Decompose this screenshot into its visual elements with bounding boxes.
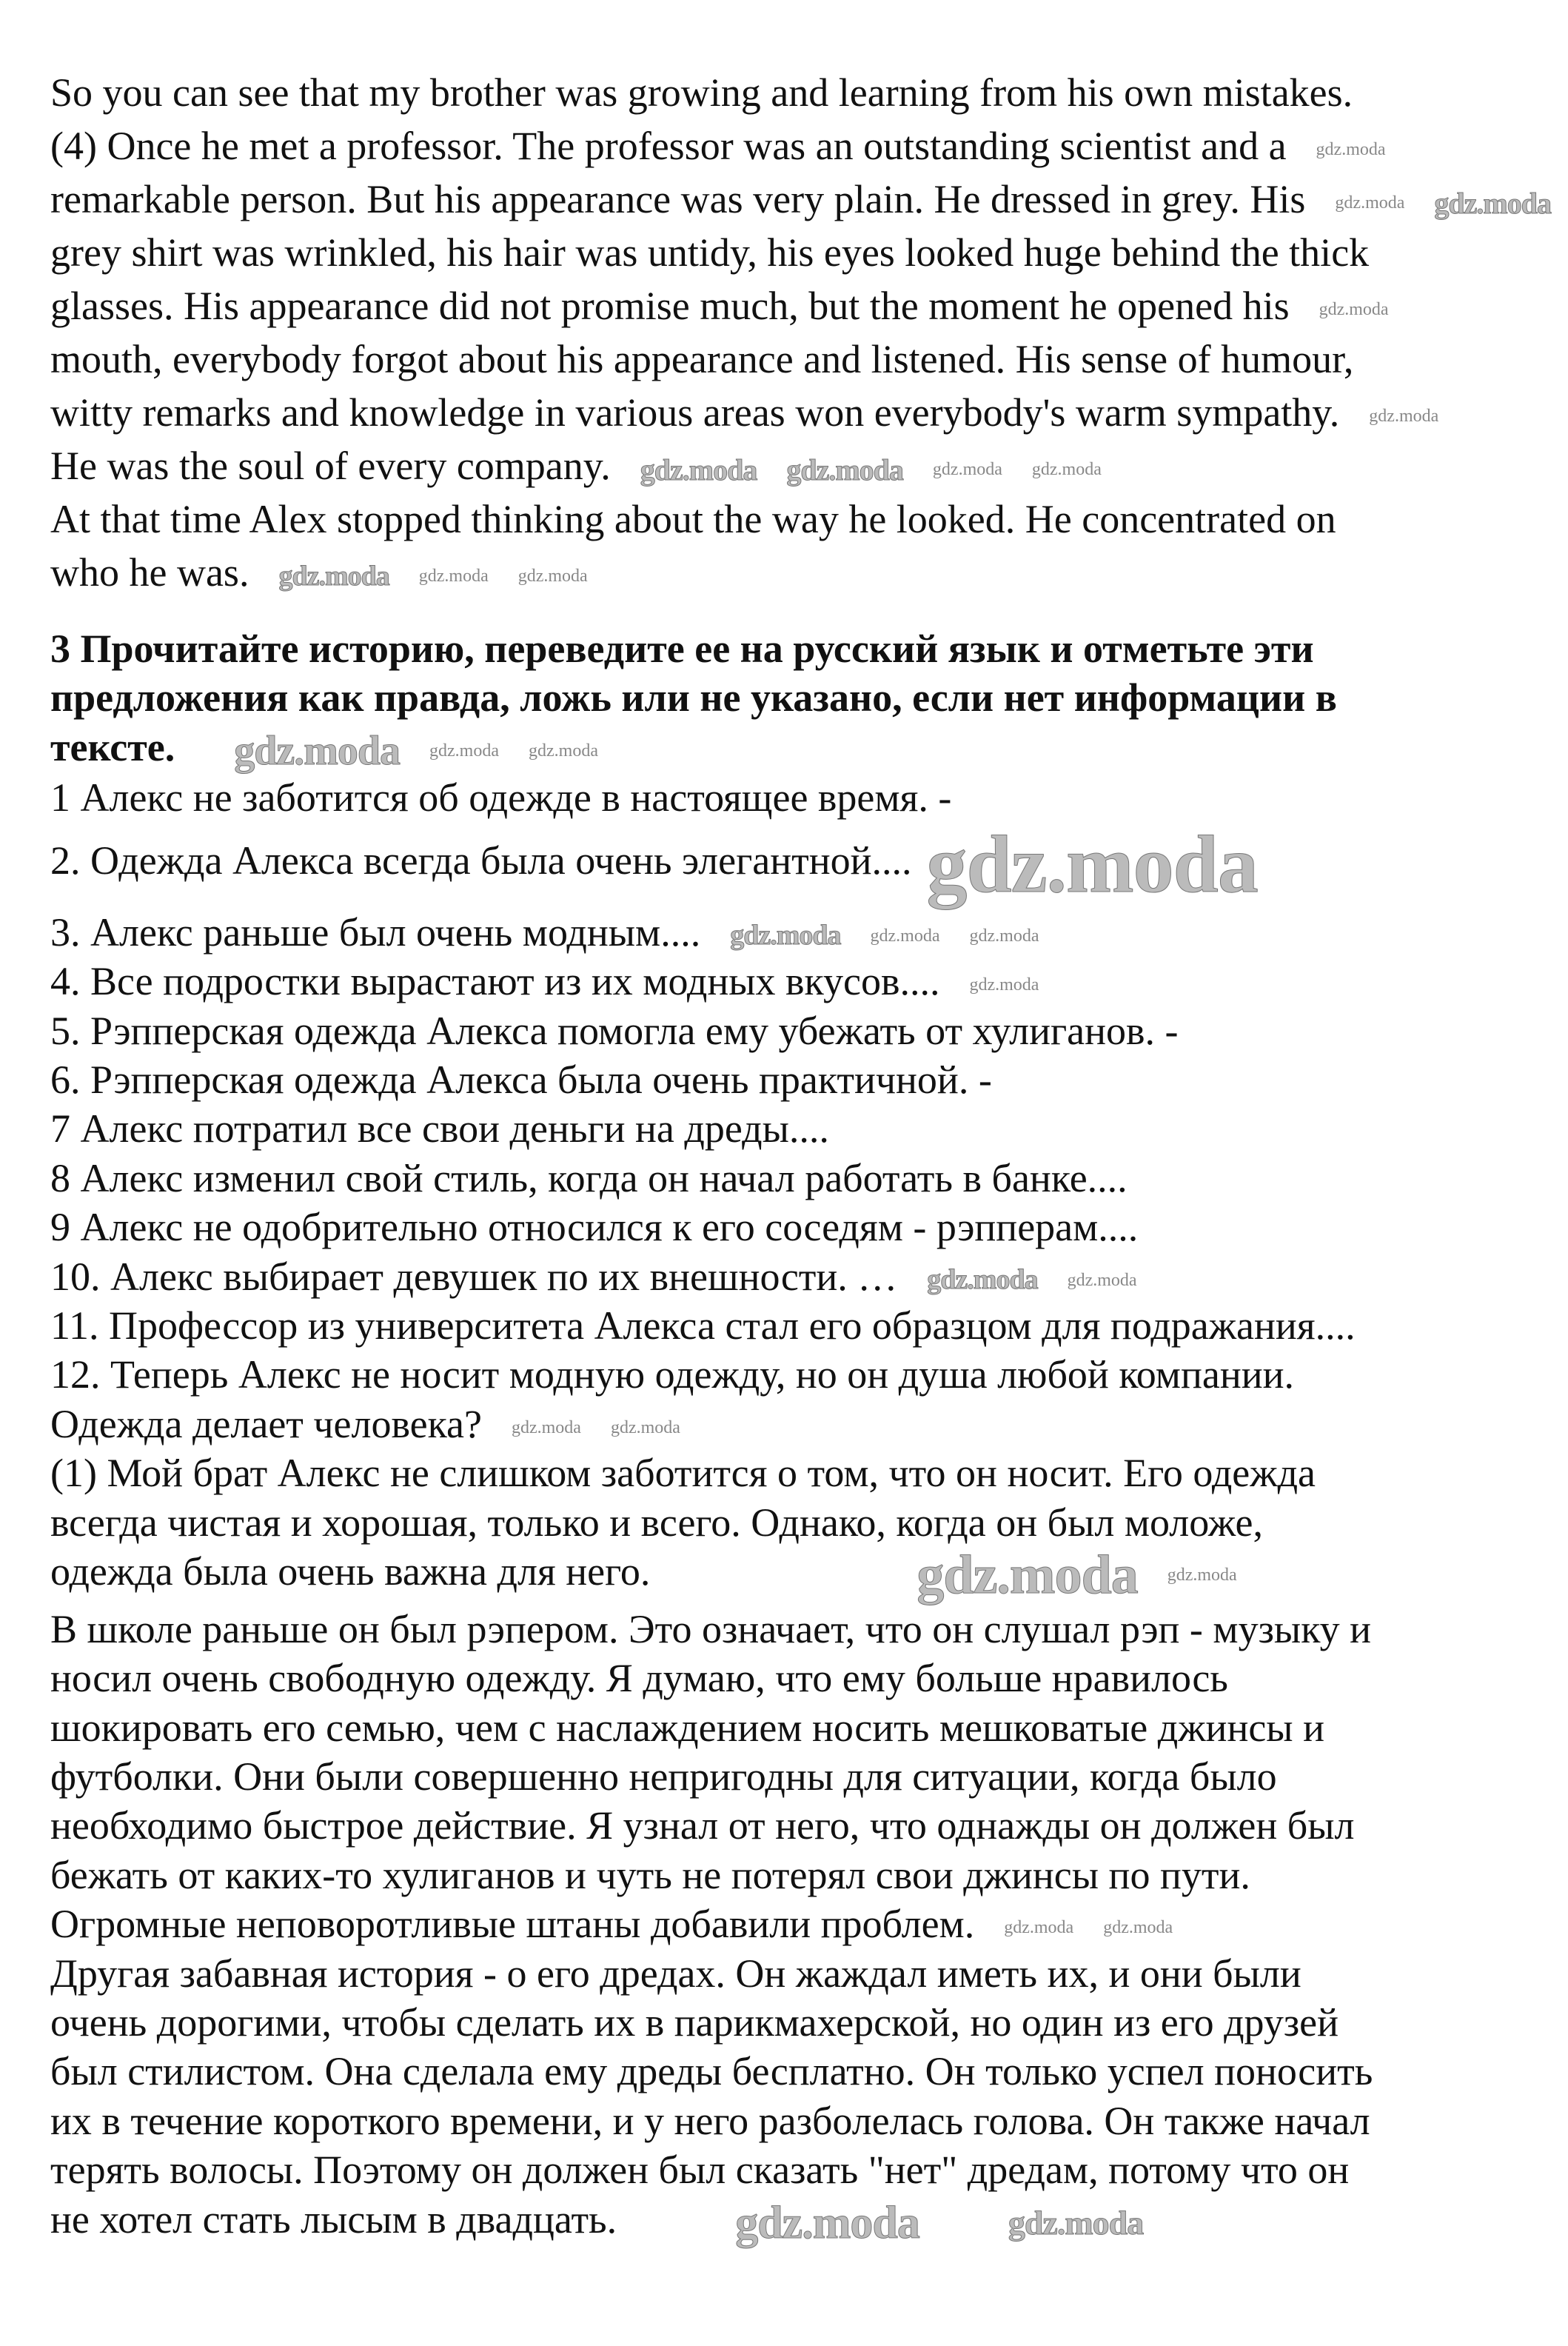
line-text: (1) Мой брат Алекс не слишком заботится о том, что он носит. Его одежда	[50, 1451, 1316, 1496]
watermark: gdz.moda	[969, 975, 1039, 995]
text-line	[50, 2195, 1373, 2248]
translation-title	[50, 1400, 1373, 1448]
statement	[50, 908, 1373, 957]
watermark: gdz.moda	[529, 741, 598, 761]
text-line	[50, 1998, 1373, 2047]
heading-text: тексте.	[50, 724, 175, 769]
line-text: glasses. His appearance did not promise much, but the moment he opened his	[50, 284, 1290, 328]
watermark: gdz.moda	[1008, 2204, 1144, 2242]
watermark: gdz.moda	[1335, 193, 1405, 213]
statement	[50, 1350, 1373, 1399]
statement	[50, 1252, 1373, 1301]
line-text: футболки. Они были совершенно непригодны для ситуации, когда было	[50, 1754, 1277, 1799]
watermark: gdz.moda	[1316, 140, 1386, 160]
line-text: бежать от каких-то хулиганов и чуть не потерял свои джинсы по пути.	[50, 1852, 1250, 1897]
watermark: gdz.moda	[932, 460, 1002, 480]
statement	[50, 1006, 1373, 1055]
line-text: Огромные неповоротливые штаны добавили проблем.	[50, 1902, 975, 1947]
text-line	[50, 1448, 1373, 1497]
heading-text: предложения как правда, ложь или не указано, если нет информации в	[50, 675, 1337, 721]
text-line	[50, 1547, 1373, 1605]
line-text: Другая забавная история - о его дредах. Он жаждал иметь их, и они были	[50, 1951, 1301, 1996]
line-text: В школе раньше он был рэпером. Это означает, что он слушал рэп - музыку и	[50, 1606, 1372, 1651]
text-line	[50, 546, 1551, 599]
watermark: gdz.moda	[1319, 300, 1389, 320]
line-text: необходимо быстрое действие. Я узнал от него, что однажды он должен был	[50, 1803, 1355, 1848]
text-line	[50, 332, 1551, 386]
line-text: He was the soul of every company.	[50, 444, 611, 488]
watermark: gdz.moda	[1434, 186, 1551, 220]
text-line	[50, 386, 1551, 439]
line-text: очень дорогими, чтобы сделать их в парикмахерской, но один из его друзей	[50, 1999, 1339, 2045]
text-line	[50, 1498, 1373, 1547]
watermark: gdz.moda	[610, 1417, 680, 1437]
line-text: remarkable person. But his appearance was very plain. He dressed in grey. His	[50, 177, 1306, 221]
text-line	[50, 2047, 1373, 2096]
statement-text: 10. Алекс выбирает девушек по их внешности. …	[50, 1254, 898, 1299]
statement-text: 12. Теперь Алекс не носит модную одежду, но он душа любой компании.	[50, 1352, 1295, 1397]
statement-text: 8 Алекс изменил свой стиль, когда он начал работать в банке....	[50, 1155, 1128, 1200]
task-heading	[50, 624, 1373, 673]
text-line	[50, 1949, 1373, 1998]
task-heading	[50, 673, 1373, 722]
watermark: gdz.moda	[917, 1545, 1138, 1605]
line-text: (4) Once he met a professor. The professor was an outstanding scientist and a	[50, 124, 1287, 168]
text-line	[50, 1899, 1373, 1948]
line-text: носил очень свободную одежду. Я думаю, что ему больше нравилось	[50, 1656, 1228, 1701]
text-line	[50, 492, 1551, 546]
statement-text: 9 Алекс не одобрительно относился к его соседям - рэпперам....	[50, 1205, 1139, 1250]
statement-text: 1 Алекс не заботится об одежде в настоящее время. -	[50, 775, 952, 820]
watermark: gdz.moda	[786, 452, 903, 487]
task-section	[50, 624, 1373, 2248]
line-text: был стилистом. Она сделала ему дреды бесплатно. Он только успел поносить	[50, 2049, 1373, 2094]
statement-text: 5. Рэпперская одежда Алекса помогла ему убежать от хулиганов. -	[50, 1008, 1179, 1053]
statement-text: 4. Все подростки вырастают из их модных вкусов....	[50, 959, 940, 1004]
line-text: всегда чистая и хорошая, только и всего. Однако, когда он был моложе,	[50, 1500, 1263, 1545]
line-text: mouth, everybody forgot about his appearance and listened. His sense of humour,	[50, 337, 1354, 381]
text-line	[50, 1752, 1373, 1801]
text-line	[50, 1654, 1373, 1702]
text-line	[50, 66, 1551, 119]
watermark: gdz.moda	[969, 926, 1039, 946]
watermark: gdz.moda	[926, 819, 1258, 910]
statement	[50, 1154, 1373, 1203]
watermark: gdz.moda	[234, 728, 401, 775]
watermark: gdz.moda	[870, 926, 940, 946]
watermark: gdz.moda	[1004, 1918, 1074, 1938]
task-heading	[50, 723, 1373, 773]
text-line	[50, 1703, 1373, 1752]
statement	[50, 1055, 1373, 1104]
heading-text: 3 Прочитайте историю, переведите ее на русский язык и отметьте эти	[50, 626, 1314, 671]
watermark: gdz.moda	[418, 567, 489, 586]
watermark: gdz.moda	[640, 452, 757, 487]
text-line	[50, 279, 1551, 332]
watermark: gdz.moda	[1031, 460, 1102, 480]
line-text: who he was.	[50, 550, 249, 595]
statement	[50, 1203, 1373, 1251]
watermark: gdz.moda	[927, 1264, 1038, 1296]
watermark: gdz.moda	[517, 567, 588, 586]
text-line	[50, 1605, 1373, 1654]
statement-text: 7 Алекс потратил все свои деньги на дреды....	[50, 1106, 829, 1152]
line-text: grey shirt was wrinkled, his hair was untidy, his eyes looked huge behind the thick	[50, 230, 1370, 275]
statement-text: 11. Профессор из университета Алекса стал его образцом для подражания....	[50, 1303, 1356, 1348]
text-line	[50, 173, 1551, 226]
text-line	[50, 1801, 1373, 1850]
text-line	[50, 1851, 1373, 1899]
line-text: не хотел стать лысым в двадцать.	[50, 2196, 617, 2242]
watermark: gdz.moda	[1369, 407, 1439, 427]
text-line	[50, 439, 1551, 492]
statement	[50, 773, 1373, 822]
watermark: gdz.moda	[1067, 1270, 1137, 1290]
line-text: терять волосы. Поэтому он должен был сказать "нет" дредам, потому что он	[50, 2148, 1350, 2193]
line-text: At that time Alex stopped thinking about the way he looked. He concentrated on	[50, 497, 1336, 541]
statement	[50, 957, 1373, 1006]
statement	[50, 819, 1373, 910]
text-line	[50, 119, 1551, 173]
watermark: gdz.moda	[1103, 1918, 1173, 1938]
watermark: gdz.moda	[1167, 1565, 1237, 1585]
text-line	[50, 2096, 1373, 2145]
statement	[50, 1104, 1373, 1153]
title-text: Одежда делает человека?	[50, 1401, 482, 1446]
statement	[50, 1301, 1373, 1350]
line-text: So you can see that my brother was growing and learning from his own mistakes.	[50, 70, 1353, 115]
line-text: шокировать его семью, чем с наслаждением носить мешковатые джинсы и	[50, 1705, 1324, 1750]
watermark: gdz.moda	[511, 1417, 581, 1437]
statement-text: 3. Алекс раньше был очень модным....	[50, 909, 701, 955]
statement-text: 6. Рэпперская одежда Алекса была очень практичной. -	[50, 1057, 992, 1102]
watermark: gdz.moda	[735, 2197, 919, 2248]
line-text: witty remarks and knowledge in various areas won everybody's warm sympathy.	[50, 390, 1340, 435]
text-line	[50, 226, 1551, 279]
watermark: gdz.moda	[278, 560, 389, 592]
english-text	[50, 66, 1551, 599]
text-line	[50, 2145, 1373, 2194]
line-text: их в течение короткого времени, и у него разболелась голова. Он также начал	[50, 2098, 1370, 2143]
watermark: gdz.moda	[730, 920, 841, 952]
line-text: одежда была очень важна для него.	[50, 1549, 651, 1594]
watermark: gdz.moda	[429, 741, 500, 761]
statement-text: 2. Одежда Алекса всегда была очень элегантной....	[50, 838, 912, 883]
